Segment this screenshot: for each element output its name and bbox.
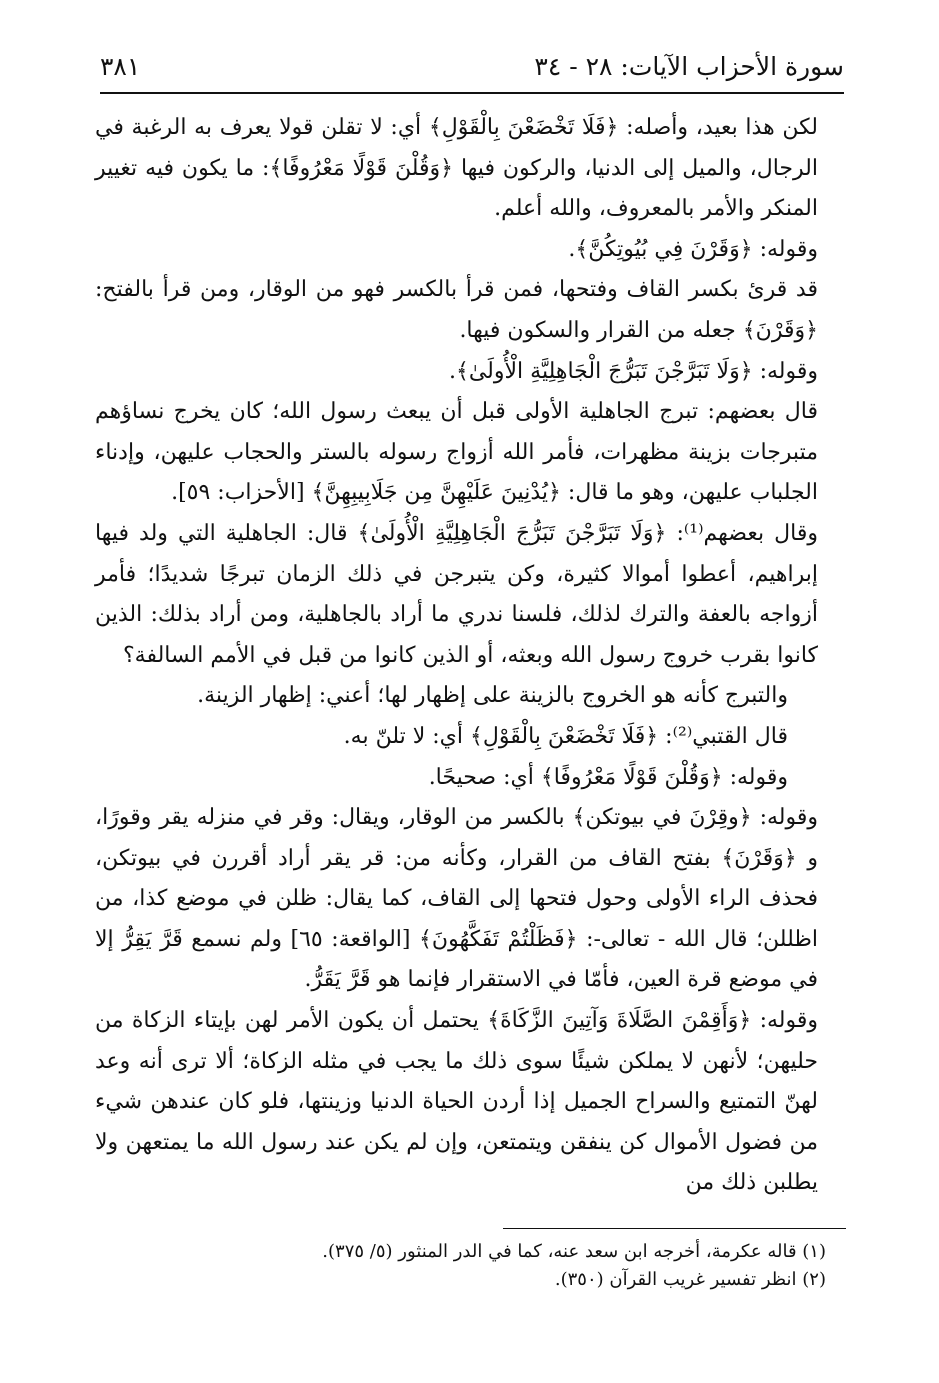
footnote-divider — [503, 1228, 846, 1229]
paragraph: وقوله: ﴿وَقَرْنَ فِي بُيُوتِكُنَّ﴾. — [568, 236, 818, 262]
footnote: (٢) انظر تفسير غريب القرآن (٣٥٠). — [554, 1269, 826, 1290]
paragraph: والتبرج كأنه هو الخروج بالزينة على إظهار لها؛ أعني: إظهار الزينة. — [197, 683, 788, 709]
paragraph: وقوله: ﴿وَأَقِمْنَ الصَّلَاةَ وَآتِينَ الزَّكَاةَ﴾ يحتمل أن يكون الأمر لهن بإيتاء الزكاة من حليهن؛ لأنهن لا يملكن شيئًا سوى ذلك ما يجب في مثله الزكاة؛ ألا ترى أنه وعد لهنّ التمتيع والسراح الجميل إذا أردن الحياة الدنيا وزينتها، فلو كان عندهن شيء من فضول الأموال كن ينفقن ويتمتعن، وإن لم يكن عند رسول الله ما يمتعهن ولا يطلبن ذلك من — [95, 1008, 818, 1196]
paragraph: وقوله: ﴿وَلَا تَبَرَّجْنَ تَبَرُّجَ الْجَاهِلِيَّةِ الْأُولَىٰ﴾. — [448, 358, 818, 384]
paragraph: وقوله: ﴿وَقُلْنَ قَوْلًا مَعْرُوفًا﴾ أي: صحيحًا. — [428, 764, 788, 790]
paragraph: وقال بعضهم⁽¹⁾: ﴿وَلَا تَبَرَّجْنَ تَبَرُّجَ الْجَاهِلِيَّةِ الْأُولَىٰ﴾ قال: الجاهلية التي ولد فيها إبراهيم، أعطوا أموالا كثيرة، وكن يتبرجن في ذلك الزمان تبرجًا شديدًا؛ فأمر أزواجه بالعفة والترك لذلك، فلسنا ندري ما أراد بالجاهلية، ومن أراد بذلك: الذين كانوا بقرب خروج رسول الله وبعثه، أو الذين كانوا من قبل في الأمم السالفة؟ — [95, 520, 819, 668]
paragraph: وقوله: ﴿وقِرْنَ في بيوتكن﴾ بالكسر من الوقار، ويقال: وقر في منزله يقر وقورًا، و ﴿وَقَرْنَ﴾ بفتح القاف من القرار، وكأنه من: قر يقر أراد أقررن في بيوتكن، فحذف الراء الأولى وحول فتحها إلى القاف، كما يقال: ظلن في موضع كذا، من اظللن؛ قال الله - تعالى-: ﴿فَظَلْتُمْ تَفَكَّهُونَ﴾ [الواقعة: ٦٥] ولم نسمع قَرَّ يَقِرُّ إلا في موضع قرة العين، فأمّا في الاستقرار فإنما هو قَرَّ يَقَرُّ. — [95, 805, 818, 993]
page-number: ٣٨١ — [100, 52, 141, 81]
surah-title: سورة الأحزاب الآيات: ٢٨ - ٣٤ — [534, 52, 844, 81]
paragraph: قال القتبي⁽²⁾: ﴿فَلَا تَخْضَعْنَ بِالْقَوْلِ﴾ أي: لا تلنّ به. — [343, 723, 788, 749]
paragraph: لكن هذا بعيد، وأصله: ﴿فَلَا تَخْضَعْنَ بِالْقَوْلِ﴾ أي: لا تقلن قولا يعرف به الرغبة في الرجال، والميل إلى الدنيا، والركون فيها ﴿وَقُلْنَ قَوْلًا مَعْرُوفًا﴾: ما يكون فيه تغيير المنكر والأمر بالمعروف، والله أعلم. — [95, 115, 818, 222]
header-divider — [100, 92, 844, 94]
footnotes — [95, 1238, 846, 1294]
running-header — [100, 46, 844, 88]
main-text — [95, 108, 846, 1204]
footnote: (١) قاله عكرمة، أخرجه ابن سعد عنه، كما في الدر المنثور (٥/ ٣٧٥). — [322, 1241, 826, 1262]
paragraph: قد قرئ بكسر القاف وفتحها، فمن قرأ بالكسر فهو من الوقار، ومن قرأ بالفتح: ﴿وَقَرْنَ﴾ جعله من القرار والسكون فيها. — [95, 277, 818, 343]
paragraph: قال بعضهم: تبرج الجاهلية الأولى قبل أن يبعث رسول الله؛ كان يخرج نساؤهم متبرجات بزينة مظهرات، فأمر الله أزواج رسوله بالستر والحجاب عليهن، وإدناء الجلباب عليهن، وهو ما قال: ﴿يُدْنِينَ عَلَيْهِنَّ مِن جَلَابِيبِهِنَّ﴾ [الأحزاب: ٥٩]. — [95, 399, 818, 506]
